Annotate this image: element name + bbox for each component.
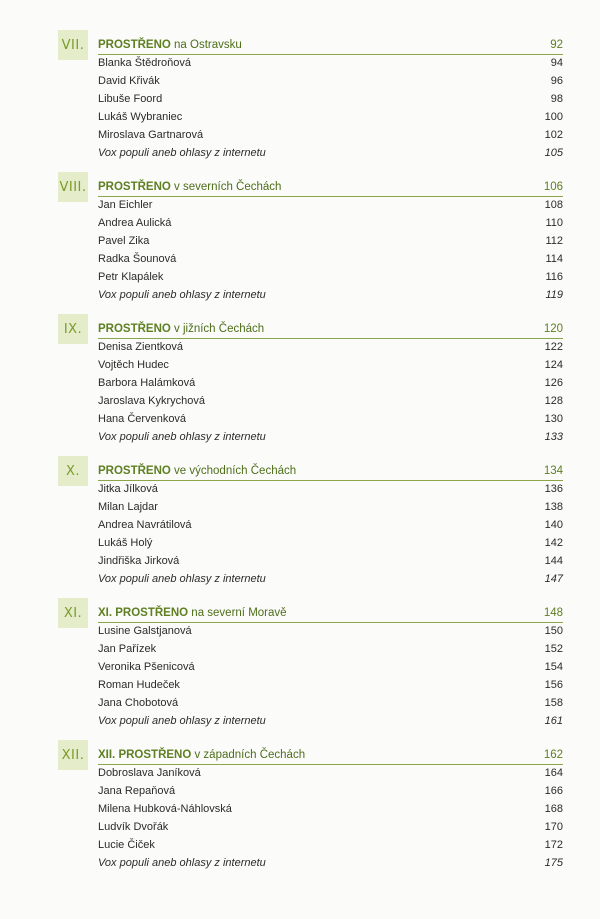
section-page: 92	[550, 39, 563, 51]
entry-name: Jitka Jílková	[98, 483, 158, 495]
toc-entry[interactable]	[98, 250, 563, 268]
toc-entry[interactable]	[98, 108, 563, 126]
entry-page: 164	[544, 767, 563, 779]
section-header	[98, 746, 563, 765]
section-number: VII.	[58, 30, 88, 60]
section-title-bold: PROSTŘENO	[98, 465, 171, 477]
entry-page: 98	[550, 93, 563, 105]
toc-entry-vox-populi[interactable]	[98, 286, 563, 304]
entry-page: 128	[544, 395, 563, 407]
section-number: X.	[58, 456, 88, 486]
entry-page: 108	[544, 199, 563, 211]
section-title	[98, 746, 305, 764]
entry-name: Miroslava Gartnarová	[98, 129, 204, 141]
toc-entry-vox-populi[interactable]	[98, 570, 563, 588]
toc-entry[interactable]	[98, 552, 563, 570]
entry-name: Lucie Čiček	[98, 839, 155, 851]
section-header	[98, 36, 563, 55]
section-number: IX.	[58, 314, 88, 344]
section-title-rest: na Ostravsku	[170, 39, 242, 51]
toc-entry[interactable]	[98, 676, 563, 694]
entry-page: 138	[544, 501, 563, 513]
entry-name: Jan Eichler	[98, 199, 153, 211]
toc-entry[interactable]	[98, 268, 563, 286]
entry-name: David Křivák	[98, 75, 160, 87]
entry-name: Petr Klapálek	[98, 271, 164, 283]
entry-page: 158	[544, 697, 563, 709]
toc-entry[interactable]	[98, 782, 563, 800]
entry-name: Hana Červenková	[98, 413, 187, 425]
toc-entry[interactable]	[98, 90, 563, 108]
entry-name: Vox populi aneb ohlasy z internetu	[98, 715, 266, 727]
entry-name: Lusine Galstjanová	[98, 625, 192, 637]
entry-page: 140	[544, 519, 563, 531]
entry-page: 100	[544, 111, 563, 123]
entry-name: Vox populi aneb ohlasy z internetu	[98, 431, 266, 443]
toc-entry[interactable]	[98, 374, 563, 392]
toc-entry[interactable]	[98, 126, 563, 144]
toc-entry[interactable]	[98, 54, 563, 72]
entry-page: 161	[544, 715, 563, 727]
entry-page: 110	[545, 217, 563, 229]
entry-name: Jaroslava Kykrychová	[98, 395, 205, 407]
section-entries	[98, 480, 563, 588]
toc-entry[interactable]	[98, 72, 563, 90]
entry-name: Jindřiška Jirková	[98, 555, 180, 567]
entry-name: Denisa Zientková	[98, 341, 183, 353]
section-entries	[98, 338, 563, 446]
toc-entry[interactable]	[98, 196, 563, 214]
toc-entry[interactable]	[98, 392, 563, 410]
section-page: 162	[543, 749, 563, 761]
section-title-bold: XII. PROSTŘENO	[98, 749, 192, 761]
section-entries	[98, 196, 563, 304]
section-page: 148	[543, 607, 563, 619]
toc-entry[interactable]	[98, 214, 563, 232]
entry-page: 126	[544, 377, 563, 389]
entry-page: 168	[544, 803, 563, 815]
section-title	[98, 178, 281, 196]
entry-page: 105	[544, 147, 563, 159]
entry-name: Dobroslava Janíková	[98, 767, 201, 779]
entry-page: 166	[544, 785, 563, 797]
section-title-bold: PROSTŘENO	[98, 181, 171, 193]
entry-page: 147	[544, 573, 563, 585]
toc-entry[interactable]	[98, 764, 563, 782]
toc-entry[interactable]	[98, 480, 563, 498]
toc-entry[interactable]	[98, 516, 563, 534]
toc-entry[interactable]	[98, 356, 563, 374]
entry-name: Radka Šounová	[98, 253, 177, 265]
entry-page: 96	[550, 75, 563, 87]
section-title	[98, 604, 287, 622]
entry-name: Vox populi aneb ohlasy z internetu	[98, 289, 266, 301]
entry-page: 136	[544, 483, 563, 495]
entry-name: Milena Hubková-Náhlovská	[98, 803, 232, 815]
entry-page: 94	[550, 57, 563, 69]
entry-page: 175	[544, 857, 563, 869]
toc-entry-vox-populi[interactable]	[98, 144, 563, 162]
entry-page: 170	[544, 821, 563, 833]
entry-name: Veronika Pšenicová	[98, 661, 195, 673]
toc-entry[interactable]	[98, 534, 563, 552]
entry-name: Jan Pařízek	[98, 643, 157, 655]
toc-entry-vox-populi[interactable]	[98, 428, 563, 446]
section-page: 106	[543, 181, 563, 193]
entry-name: Vojtěch Hudec	[98, 359, 169, 371]
toc-entry[interactable]	[98, 694, 563, 712]
section-title-rest: v severních Čechách	[170, 181, 282, 193]
entry-name: Vox populi aneb ohlasy z internetu	[98, 147, 266, 159]
entry-page: 172	[544, 839, 563, 851]
entry-page: 144	[544, 555, 563, 567]
section-title	[98, 462, 296, 480]
section-title	[98, 320, 264, 338]
section-title-bold: PROSTŘENO	[98, 39, 171, 51]
entry-name: Andrea Aulická	[98, 217, 172, 229]
entry-page: 119	[545, 289, 563, 301]
section-title-rest: na severní Moravě	[188, 607, 287, 619]
section-title-bold: PROSTŘENO	[98, 323, 171, 335]
section-number: XII.	[58, 740, 88, 770]
section-page: 120	[543, 323, 563, 335]
entry-name: Ludvík Dvořák	[98, 821, 169, 833]
toc-entry[interactable]	[98, 800, 563, 818]
entry-page: 142	[544, 537, 563, 549]
toc-entry[interactable]	[98, 232, 563, 250]
entry-page: 130	[544, 413, 563, 425]
toc-entry[interactable]	[98, 338, 563, 356]
section-title-bold: XI. PROSTŘENO	[98, 607, 189, 619]
section-header	[98, 604, 563, 623]
section-header	[98, 462, 563, 481]
entry-page: 116	[545, 271, 563, 283]
toc-entry[interactable]	[98, 640, 563, 658]
entry-name: Vox populi aneb ohlasy z internetu	[98, 573, 266, 585]
entry-page: 150	[544, 625, 563, 637]
section-title	[98, 36, 242, 54]
entry-page: 154	[544, 661, 563, 673]
section-title-rest: v jižních Čechách	[170, 323, 265, 335]
entry-page: 122	[544, 341, 563, 353]
section-entries	[98, 622, 563, 730]
section-header	[98, 320, 563, 339]
entry-name: Jana Repaňová	[98, 785, 176, 797]
section-number: VIII.	[58, 172, 88, 202]
entry-name: Milan Lajdar	[98, 501, 158, 513]
section-page: 134	[543, 465, 563, 477]
entry-name: Barbora Halámková	[98, 377, 196, 389]
entry-name: Lukáš Wybraniec	[98, 111, 183, 123]
section-title-rest: ve východních Čechách	[170, 465, 297, 477]
section-entries	[98, 764, 563, 872]
toc-entry[interactable]	[98, 410, 563, 428]
entry-name: Jana Chobotová	[98, 697, 179, 709]
toc-entry-vox-populi[interactable]	[98, 712, 563, 730]
section-number: XI.	[58, 598, 88, 628]
toc-entry[interactable]	[98, 498, 563, 516]
toc-entry[interactable]	[98, 836, 563, 854]
section-title-rest: v západních Čechách	[191, 749, 306, 761]
entry-page: 112	[545, 235, 563, 247]
toc-entry-vox-populi[interactable]	[98, 854, 563, 872]
entry-name: Roman Hudeček	[98, 679, 180, 691]
entry-name: Pavel Zika	[98, 235, 150, 247]
entry-name: Libuše Foord	[98, 93, 163, 105]
toc-entry[interactable]	[98, 622, 563, 640]
section-entries	[98, 54, 563, 162]
entry-page: 114	[545, 253, 563, 265]
entry-page: 152	[544, 643, 563, 655]
entry-page: 156	[544, 679, 563, 691]
entry-page: 124	[544, 359, 563, 371]
section-header	[98, 178, 563, 197]
entry-name: Andrea Navrátilová	[98, 519, 192, 531]
toc-entry[interactable]	[98, 658, 563, 676]
entry-name: Vox populi aneb ohlasy z internetu	[98, 857, 266, 869]
entry-page: 133	[544, 431, 563, 443]
entry-name: Lukáš Holý	[98, 537, 153, 549]
entry-page: 102	[544, 129, 563, 141]
entry-name: Blanka Štědroňová	[98, 57, 191, 69]
toc-entry[interactable]	[98, 818, 563, 836]
